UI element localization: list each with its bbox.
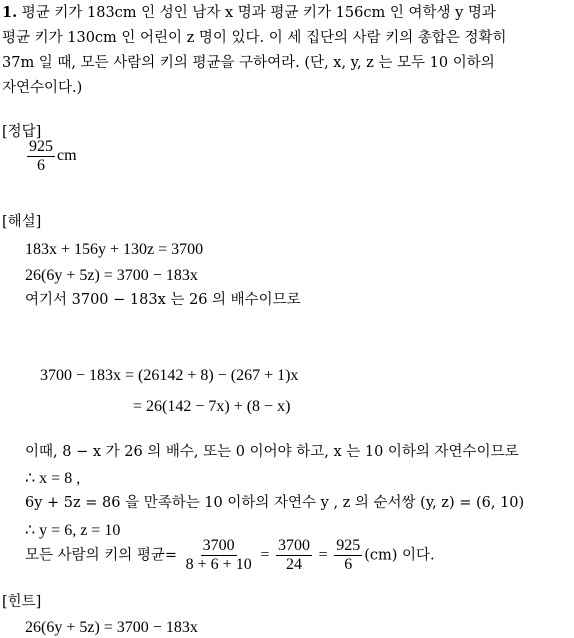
answer-unit: cm <box>57 147 77 165</box>
explanation-line-9: ∴ y = 6, z = 10 <box>25 522 121 539</box>
problem-line-3: 37m 일 때, 모든 사람의 키의 평균을 구하여라. (단, x, y, z 는 모두 10 이하의 <box>2 55 495 71</box>
explanation-line-8: 6y + 5z = 86 을 만족하는 10 이하의 자연수 y , z 의 순서쌍 (y, z) = (6, 10) <box>25 495 525 511</box>
problem-line-1 <box>2 6 496 21</box>
average-fraction-2-numerator: 3700 <box>277 537 310 554</box>
average-fraction-3 <box>334 538 362 573</box>
answer-value <box>25 139 77 174</box>
explanation-eq-4: 3700 − 183x = (26142 + 8) − (267 + 1)x <box>40 367 299 384</box>
problem-line-2: 평균 키가 130cm 인 어린이 z 명이 있다. 이 세 집단의 사람 키의 총합은 정확히 <box>2 30 507 46</box>
explanation-line-6: 이때, 8 − x 가 26 의 배수, 또는 0 이어야 하고, x 는 10 이하의 자연수이므로 <box>25 444 519 460</box>
average-prefix: 모든 사람의 키의 평균= <box>25 547 178 564</box>
explanation-eq-5: = 26(142 − 7x) + (8 − x) <box>133 398 291 415</box>
answer-numerator: 925 <box>29 138 53 155</box>
average-fraction-2-denominator: 24 <box>285 556 302 573</box>
equals-sign-2: = <box>318 546 328 564</box>
average-fraction-2 <box>276 538 312 573</box>
problem-number: 1. <box>2 4 18 21</box>
average-fraction-1-denominator: 8 + 6 + 10 <box>185 556 252 573</box>
explanation-header: [해설] <box>2 214 42 230</box>
answer-fraction <box>27 139 55 174</box>
explanation-eq-1: 183x + 156y + 130z = 3700 <box>25 241 204 258</box>
average-fraction-3-numerator: 925 <box>336 537 361 554</box>
explanation-line-7: ∴ x = 8 , <box>25 470 81 487</box>
average-fraction-3-denominator: 6 <box>344 556 353 573</box>
answer-header: [정답] <box>2 124 42 140</box>
explanation-line-3: 여기서 3700 − 183x 는 26 의 배수이므로 <box>25 292 301 308</box>
problem-line-4: 자연수이다.) <box>2 80 83 96</box>
average-fraction-1 <box>184 538 254 573</box>
problem-text-1: 평균 키가 183cm 인 성인 남자 x 명과 평균 키가 156cm 인 여학생 y 명과 <box>21 5 496 21</box>
explanation-average-line <box>25 538 435 573</box>
average-fraction-1-numerator: 3700 <box>202 537 235 554</box>
explanation-eq-2: 26(6y + 5z) = 3700 − 183x <box>25 267 198 284</box>
hint-header: [힌트] <box>2 594 42 610</box>
equals-sign-1: = <box>260 546 270 564</box>
answer-denominator: 6 <box>37 157 45 174</box>
average-suffix: (cm) 이다. <box>364 547 435 564</box>
hint-eq: 26(6y + 5z) = 3700 − 183x <box>25 619 198 636</box>
